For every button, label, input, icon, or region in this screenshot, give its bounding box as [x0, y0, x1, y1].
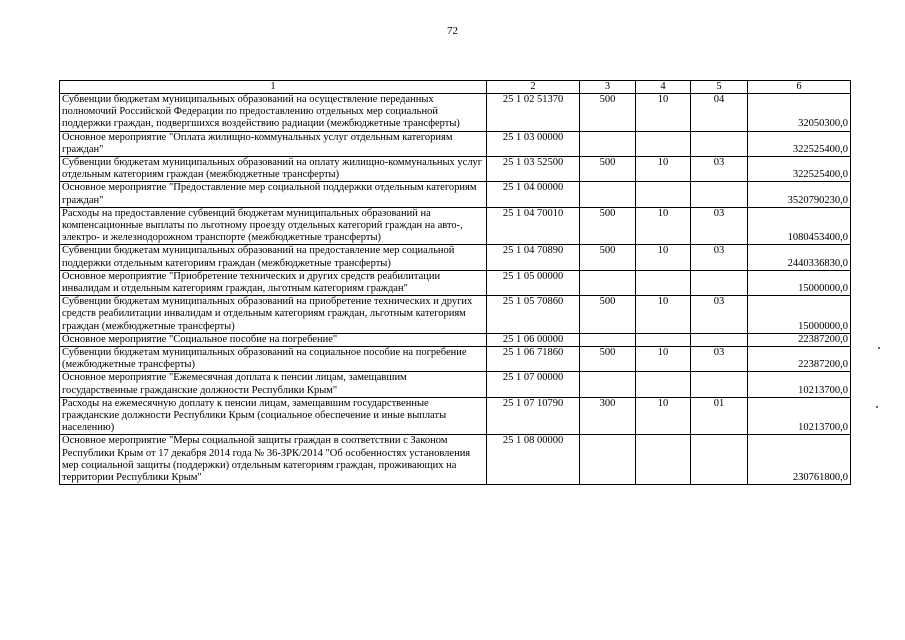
- cell-amount: 322525400,0: [748, 157, 851, 182]
- cell-amount: 322525400,0: [748, 131, 851, 156]
- cell-subsection: 03: [691, 347, 748, 372]
- cell-expense-type: 500: [580, 207, 636, 245]
- cell-name: Субвенции бюджетам муниципальных образований на предоставление мер социальной поддержки отдельным категориям граждан (межбюджетные трансферты): [60, 245, 487, 270]
- cell-section: [636, 182, 691, 207]
- cell-section: 10: [636, 207, 691, 245]
- cell-section: 10: [636, 397, 691, 435]
- cell-subsection: 03: [691, 157, 748, 182]
- cell-subsection: 04: [691, 94, 748, 132]
- cell-subsection: [691, 270, 748, 295]
- cell-expense-type: [580, 131, 636, 156]
- cell-expense-type: 500: [580, 157, 636, 182]
- cell-code: 25 1 04 00000: [487, 182, 580, 207]
- cell-expense-type: 500: [580, 296, 636, 334]
- page-number: 72: [447, 25, 458, 37]
- scan-speck: [878, 347, 880, 349]
- cell-name: Расходы на предоставление субвенций бюджетам муниципальных образований на компенсационные выплаты по льготному проезду отдельных категорий граждан на авто-, электро- и железнодорожном транспорте (межбюджетные трансферты): [60, 207, 487, 245]
- table-row: [60, 94, 851, 132]
- header-col-3: 3: [580, 81, 636, 94]
- cell-expense-type: 500: [580, 94, 636, 132]
- cell-code: 25 1 05 00000: [487, 270, 580, 295]
- cell-expense-type: 500: [580, 245, 636, 270]
- cell-subsection: 03: [691, 207, 748, 245]
- cell-section: [636, 435, 691, 485]
- cell-code: 25 1 05 70860: [487, 296, 580, 334]
- table-row: [60, 397, 851, 435]
- cell-amount: 22387200,0: [748, 347, 851, 372]
- cell-amount: 230761800,0: [748, 435, 851, 485]
- scan-speck: [876, 406, 878, 408]
- table-row: [60, 157, 851, 182]
- cell-name: Субвенции бюджетам муниципальных образований на оплату жилищно-коммунальных услуг отдельным категориям граждан (межбюджетные трансферты): [60, 157, 487, 182]
- cell-amount: 22387200,0: [748, 333, 851, 346]
- cell-amount: 1080453400,0: [748, 207, 851, 245]
- cell-subsection: [691, 131, 748, 156]
- cell-expense-type: 500: [580, 347, 636, 372]
- cell-amount: 10213700,0: [748, 397, 851, 435]
- cell-code: 25 1 04 70890: [487, 245, 580, 270]
- cell-subsection: [691, 372, 748, 397]
- header-col-5: 5: [691, 81, 748, 94]
- cell-name: Расходы на ежемесячную доплату к пенсии лицам, замещавшим государственные гражданские должности Республики Крым (социальное обеспечение и иные выплаты населению): [60, 397, 487, 435]
- header-col-1: 1: [60, 81, 487, 94]
- cell-expense-type: [580, 435, 636, 485]
- header-col-6: 6: [748, 81, 851, 94]
- table-row: [60, 207, 851, 245]
- cell-section: 10: [636, 94, 691, 132]
- cell-section: 10: [636, 245, 691, 270]
- cell-subsection: [691, 182, 748, 207]
- table-row: [60, 347, 851, 372]
- table-row: [60, 435, 851, 485]
- cell-section: [636, 372, 691, 397]
- cell-section: [636, 333, 691, 346]
- table-row: [60, 296, 851, 334]
- cell-code: 25 1 07 10790: [487, 397, 580, 435]
- cell-amount: 15000000,0: [748, 296, 851, 334]
- cell-code: 25 1 03 52500: [487, 157, 580, 182]
- table-row: [60, 245, 851, 270]
- cell-code: 25 1 07 00000: [487, 372, 580, 397]
- table-row: [60, 182, 851, 207]
- header-row: [60, 81, 851, 94]
- cell-code: 25 1 06 00000: [487, 333, 580, 346]
- table-row: [60, 333, 851, 346]
- table-body: [60, 94, 851, 485]
- budget-table: [59, 80, 851, 485]
- cell-amount: 32050300,0: [748, 94, 851, 132]
- cell-name: Основное мероприятие "Меры социальной защиты граждан в соответствии с Законом Республики Крым от 17 декабря 2014 года № 36-ЗРК/2014 "Об особенностях установления мер социальной защиты (поддержки) отдельным категориям граждан, проживающих на территории Республики Крым": [60, 435, 487, 485]
- header-col-4: 4: [636, 81, 691, 94]
- table-row: [60, 131, 851, 156]
- cell-section: [636, 131, 691, 156]
- cell-code: 25 1 03 00000: [487, 131, 580, 156]
- cell-name: Основное мероприятие "Оплата жилищно-коммунальных услуг отдельным категориям граждан": [60, 131, 487, 156]
- cell-amount: 15000000,0: [748, 270, 851, 295]
- table-row: [60, 270, 851, 295]
- cell-code: 25 1 04 70010: [487, 207, 580, 245]
- cell-name: Основное мероприятие "Приобретение технических и других средств реабилитации инвалидам и отдельным категориям граждан, льготным категориям граждан": [60, 270, 487, 295]
- cell-code: 25 1 02 51370: [487, 94, 580, 132]
- cell-subsection: 01: [691, 397, 748, 435]
- cell-section: 10: [636, 157, 691, 182]
- cell-section: [636, 270, 691, 295]
- cell-expense-type: [580, 182, 636, 207]
- cell-name: Основное мероприятие "Социальное пособие на погребение": [60, 333, 487, 346]
- cell-expense-type: [580, 270, 636, 295]
- cell-expense-type: [580, 372, 636, 397]
- cell-subsection: [691, 333, 748, 346]
- cell-amount: 2440336830,0: [748, 245, 851, 270]
- cell-subsection: 03: [691, 245, 748, 270]
- cell-subsection: [691, 435, 748, 485]
- cell-name: Субвенции бюджетам муниципальных образований на приобретение технических и других средств реабилитации инвалидам и отдельным категориям граждан, льготным категориям граждан (межбюджетные трансферты): [60, 296, 487, 334]
- cell-amount: 3520790230,0: [748, 182, 851, 207]
- header-col-2: 2: [487, 81, 580, 94]
- cell-amount: 10213700,0: [748, 372, 851, 397]
- cell-code: 25 1 08 00000: [487, 435, 580, 485]
- cell-expense-type: [580, 333, 636, 346]
- cell-name: Субвенции бюджетам муниципальных образований на социальное пособие на погребение (межбюджетные трансферты): [60, 347, 487, 372]
- cell-section: 10: [636, 347, 691, 372]
- cell-expense-type: 300: [580, 397, 636, 435]
- cell-name: Основное мероприятие "Предоставление мер социальной поддержки отдельным категориям граждан": [60, 182, 487, 207]
- cell-section: 10: [636, 296, 691, 334]
- table-row: [60, 372, 851, 397]
- cell-name: Субвенции бюджетам муниципальных образований на осуществление переданных полномочий Российской Федерации по предоставлению отдельных мер социальной поддержки граждан, подвергшихся воздействию радиации (межбюджетные трансферты): [60, 94, 487, 132]
- cell-subsection: 03: [691, 296, 748, 334]
- cell-code: 25 1 06 71860: [487, 347, 580, 372]
- cell-name: Основное мероприятие "Ежемесячная доплата к пенсии лицам, замещавшим государственные гражданские должности Республики Крым": [60, 372, 487, 397]
